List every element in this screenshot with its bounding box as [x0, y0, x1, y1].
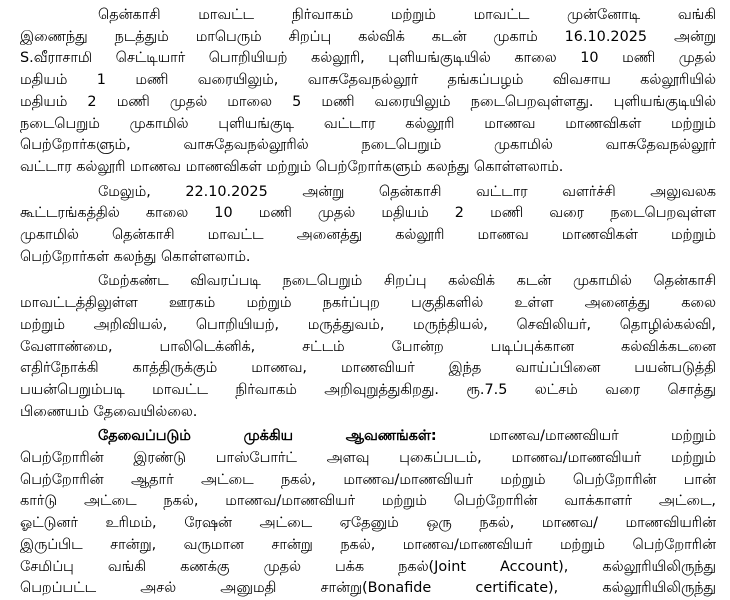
text-line: வட்டார கல்லூரி மாணவ மாணவிகள் மற்றும் பெற்றோர்களும் கலந்து கொள்ளலாம். — [20, 158, 564, 175]
text-line: சேமிப்பு வங்கி கணக்கு முதல் பக்க நகல்(Joint Account), கல்லூரியிலிருந்து — [20, 558, 716, 575]
text-line: முகாமில் தென்காசி மாவட்ட அனைத்து கல்லூரி மாணவ மாணவிகள் மற்றும் — [20, 227, 716, 244]
text-line: பெற்றோர்கள் கலந்து கொள்ளலாம். — [20, 248, 251, 265]
text-line: பெறப்பட்ட அசல் அனுமதி சான்று(Bonafide certificate), கல்லூரியிலிருந்து — [20, 580, 716, 597]
text-line: வேளாண்மை, பாலிடெக்னிக், சட்டம் போன்ற படிப்புக்கான கல்விக்கடனை — [20, 338, 716, 355]
text-line: மதியம் 1 மணி வரையிலும், வாசுதேவநல்லூர் தங்கப்பழம் விவசாய கல்லூரியில் — [20, 72, 716, 89]
text-line: மற்றும் அறிவியல், பொறியியற், மருத்துவம், மருந்தியல், செவிலியர், தொழில்கல்வி, — [20, 316, 716, 333]
text-line: பிணையம் தேவையில்லை. — [20, 403, 198, 420]
required-documents-heading: தேவைப்படும் முக்கிய ஆவணங்கள்: — [98, 428, 437, 445]
text-line: எதிர்நோக்கி காத்திருக்கும் மாணவ, மாணவியர் இந்த வாய்ப்பினை பயன்படுத்தி — [20, 360, 716, 377]
text-line: S.வீராசாமி செட்டியார் பொறியியற் கல்லூரி, புளியங்குடியில் காலை 10 மணி முதல் — [20, 50, 716, 67]
text-line: ஓட்டுனர் உரிமம், ரேஷன் அட்டை ஏதேனும் ஒரு நகல், மாணவ/ மாணவியரின் — [20, 515, 716, 532]
text-line: மேற்கண்ட விவரப்படி நடைபெறும் சிறப்பு கல்விக் கடன் முகாமில் தென்காசி — [98, 273, 716, 290]
paragraph-second-camp — [20, 182, 716, 269]
text-fragment: மாணவ/மாணவியர் மற்றும் — [488, 428, 716, 445]
text-line: பயன்பெறும்படி மாவட்ட நிர்வாகம் அறிவுறுத்துகிறது. ரூ.7.5 லட்சம் வரை சொத்து — [20, 381, 716, 398]
text-line: கூட்டரங்கத்தில் காலை 10 மணி முதல் மதியம் 2 மணி வரை நடைபெறவுள்ள — [20, 205, 716, 222]
text-line: மேலும், 22.10.2025 அன்று தென்காசி வட்டார வளர்ச்சி அலுவலக — [98, 183, 716, 200]
text-line: பெற்றோர்களும், வாசுதேவநல்லூரில் நடைபெறும் முகாமில் வாசுதேவநல்லூர் — [20, 137, 716, 154]
text-line — [20, 426, 716, 448]
paragraph-camp-announcement — [20, 5, 716, 179]
text-line: மதியம் 2 மணி முதல் மாலை 5 மணி வரையிலும் நடைபெறவுள்ளது. புளியங்குடியில் — [20, 93, 716, 110]
text-line: இருப்பிட சான்று, வருமான சான்று நகல், மாணவ/மாணவியர் மற்றும் பெற்றோரின் — [20, 536, 716, 553]
text-line: நடைபெறும் முகாமில் புளியங்குடி வட்டார கல்லூரி மாணவ மாணவிகள் மற்றும் — [20, 115, 716, 132]
text-line: பெற்றோரின் ஆதார் அட்டை நகல், மாணவ/மாணவியர் மற்றும் பெற்றோரின் பான் — [20, 471, 716, 488]
text-line: தென்காசி மாவட்ட நிர்வாகம் மற்றும் மாவட்ட முன்னோடி வங்கி — [98, 7, 716, 23]
text-line: மாவட்டத்திலுள்ள ஊரகம் மற்றும் நகர்ப்புற பகுதிகளில் உள்ள அனைத்து கலை — [20, 295, 716, 312]
text-line: கார்டு அட்டை நகல், மாணவ/மாணவியர் மற்றும் பெற்றோரின் வாக்காளர் அட்டை, — [20, 493, 716, 510]
paragraph-eligibility — [20, 271, 716, 423]
paragraph-required-documents — [20, 426, 716, 600]
text-line: பெற்றோரின் இரண்டு பாஸ்போர்ட் அளவு புகைப்படம், மாணவ/மாணவியர் மற்றும் — [20, 450, 716, 467]
text-line: இணைந்து நடத்தும் மாபெரும் சிறப்பு கல்விக் கடன் முகாம் 16.10.2025 அன்று — [20, 28, 716, 45]
